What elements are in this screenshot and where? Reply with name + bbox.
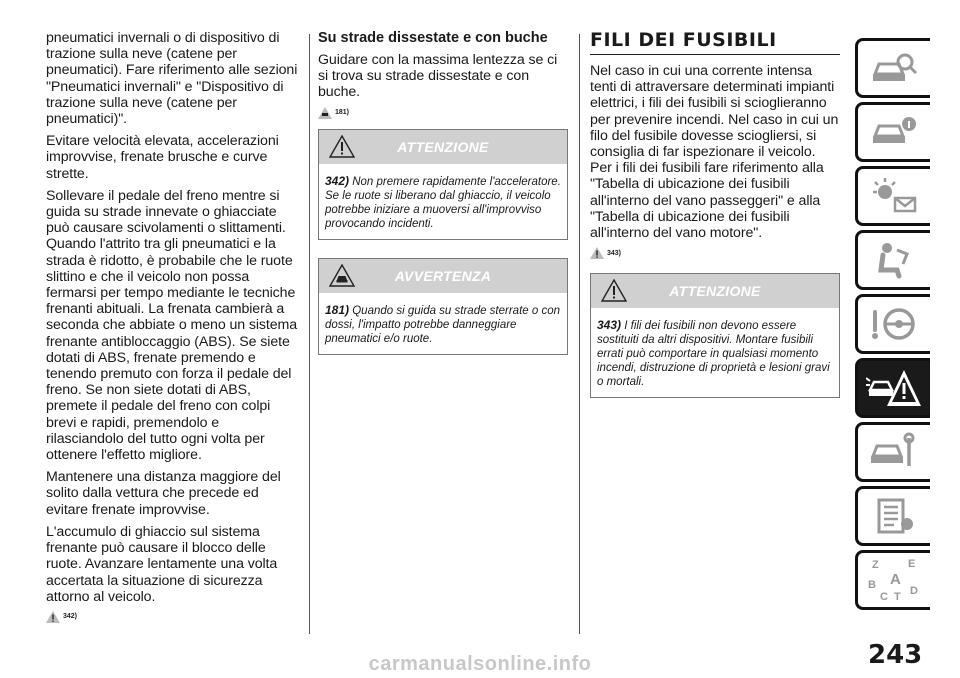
warning-triangle-icon	[46, 611, 60, 623]
paragraph: Guidare con la massima lentezza se ci si trova su strade dissestate e con buche.	[318, 52, 558, 101]
warning-box-header	[319, 130, 567, 164]
index-letter: A	[890, 571, 901, 588]
tab-specifications[interactable]	[855, 486, 930, 546]
index-letter: B	[868, 579, 876, 591]
column-2	[318, 30, 568, 355]
section-title: FILI DEI FUSIBILI	[590, 30, 840, 55]
paragraph: Mantenere una distanza maggiore del solito dalla vettura che precede ed evitare frenate improvvise.	[46, 469, 281, 518]
column-1	[46, 30, 300, 631]
tab-emergency[interactable]	[855, 358, 930, 418]
column-3	[590, 30, 840, 398]
warning-number: 342)	[325, 173, 350, 188]
index-letter: C	[880, 591, 888, 603]
index-letter: Z	[872, 559, 879, 571]
tab-seat-airbag[interactable]	[855, 230, 930, 290]
car-info-icon	[869, 112, 919, 152]
tab-index[interactable]	[855, 550, 930, 610]
column-divider-2	[579, 34, 580, 634]
paragraph: Evitare velocità elevata, accelerazioni improvvise, frenate brusche e curve strette.	[46, 133, 279, 182]
section-heading: Su strade dissestate e con buche	[318, 30, 548, 46]
tab-dashboard-lights[interactable]	[855, 166, 930, 226]
tab-car-search[interactable]	[855, 38, 930, 98]
emergency-icon	[866, 366, 922, 410]
caution-box-header	[319, 259, 567, 293]
warning-text: Non premere rapidamente l'acceleratore. Se le ruote si liberano dal ghiaccio, il veicolo potrebbe iniziare a muoversi all'improvviso provocando incidenti.	[325, 175, 561, 230]
warning-box-title: ATTENZIONE	[669, 283, 761, 300]
warning-text: I fili dei fusibili non devono essere sostituiti da altri dispositivi. Montare fusibili errati può comportare in qualsiasi momento incendi, distruzione di proprietà e lesioni gravi o mortali.	[597, 320, 830, 389]
caution-box-title: AVVERTENZA	[394, 267, 492, 284]
paragraph: L'accumulo di ghiaccio sul sistema frenante può causare il blocco delle ruote. Avanzare lentamente una volta accertata la situazione di sicurezza attorno al veicolo.	[46, 523, 278, 605]
warning-box-body	[591, 308, 839, 397]
warning-box-header	[591, 274, 839, 308]
caution-box-body	[319, 293, 567, 354]
car-caution-icon	[318, 107, 332, 119]
reference-number: 343)	[607, 249, 622, 257]
warning-box	[590, 273, 840, 398]
column-divider-1	[309, 34, 310, 634]
seat-airbag-icon	[869, 240, 919, 280]
caution-reference[interactable]	[318, 107, 568, 119]
warning-box	[318, 129, 568, 240]
warning-box-title: ATTENZIONE	[397, 138, 489, 155]
tab-car-info[interactable]	[855, 102, 930, 162]
watermark: carmanualsonline.info	[368, 653, 592, 675]
specifications-icon	[869, 496, 919, 536]
page-number: 243	[868, 640, 923, 670]
paragraph: Sollevare il pedale del freno mentre si guida su strade innevate o ghiacciate può causare scivolamenti o slittamenti. Quando l'attrito tra gli pneumatici e la strada è ridotto, è probabile che le ruote slittino e che il veicolo non possa fermarsi per tempo mediante le tecniche frenanti abituali. La frenata cambierà a seconda che abbiate o meno un sistema frenante antibloccaggio (ABS). Se siete dotati di ABS, frenate premendo e tenendo premuto con forza il pedale del freno. Se non siete dotati di ABS, premete il pedale del freno con colpi brevi e rapidi, premendolo e rilasciandolo del tutto ogni volta per ottenere l'effetto migliore.	[46, 187, 298, 464]
caution-text: Quando si guida su strade sterrate o con dossi, l'impatto potrebbe danneggiare pneumatici e/o ruote.	[325, 304, 560, 345]
index-letter: D	[910, 585, 918, 597]
paragraph: pneumatici invernali o di dispositivo di trazione sulla neve (catene per pneumatici). Fare riferimento alle sezioni "Pneumatici invernali" e "Dispositivo di trazione sulla neve (catene per pneumatici)".	[46, 30, 298, 128]
reference-number: 181)	[335, 109, 350, 117]
reference-number: 342)	[63, 613, 78, 621]
car-search-icon	[869, 48, 919, 88]
chapter-tabs	[855, 38, 930, 614]
paragraph: Nel caso in cui una corrente intensa tenti di attraversare determinati impianti elettrici, i fili dei fusibili si scioglieranno per prevenire incendi. Nel caso in cui un filo del fusibile dovesse sciogliersi, si consiglia di far ispezionare il veicolo. Per i fili dei fusibili fare riferimento alla "Tabella di ubicazione dei fusibili all'interno del vano passeggeri" e alla "Tabella di ubicazione dei fusibili all'interno del vano motore".	[590, 63, 839, 242]
warning-box-body	[319, 164, 567, 239]
caution-number: 181)	[325, 302, 350, 317]
warning-triangle-icon	[590, 247, 604, 259]
index-icon	[866, 556, 922, 604]
tab-steering-wheel[interactable]	[855, 294, 930, 354]
index-letter: E	[908, 558, 916, 570]
warning-number: 343)	[597, 318, 622, 333]
index-letter: T	[894, 591, 901, 603]
warning-reference[interactable]	[46, 611, 300, 623]
warning-reference[interactable]	[590, 247, 840, 259]
tab-car-service[interactable]	[855, 422, 930, 482]
caution-box	[318, 258, 568, 355]
steering-wheel-icon	[869, 304, 919, 344]
dashboard-lights-icon	[869, 176, 919, 216]
car-service-icon	[869, 432, 919, 472]
